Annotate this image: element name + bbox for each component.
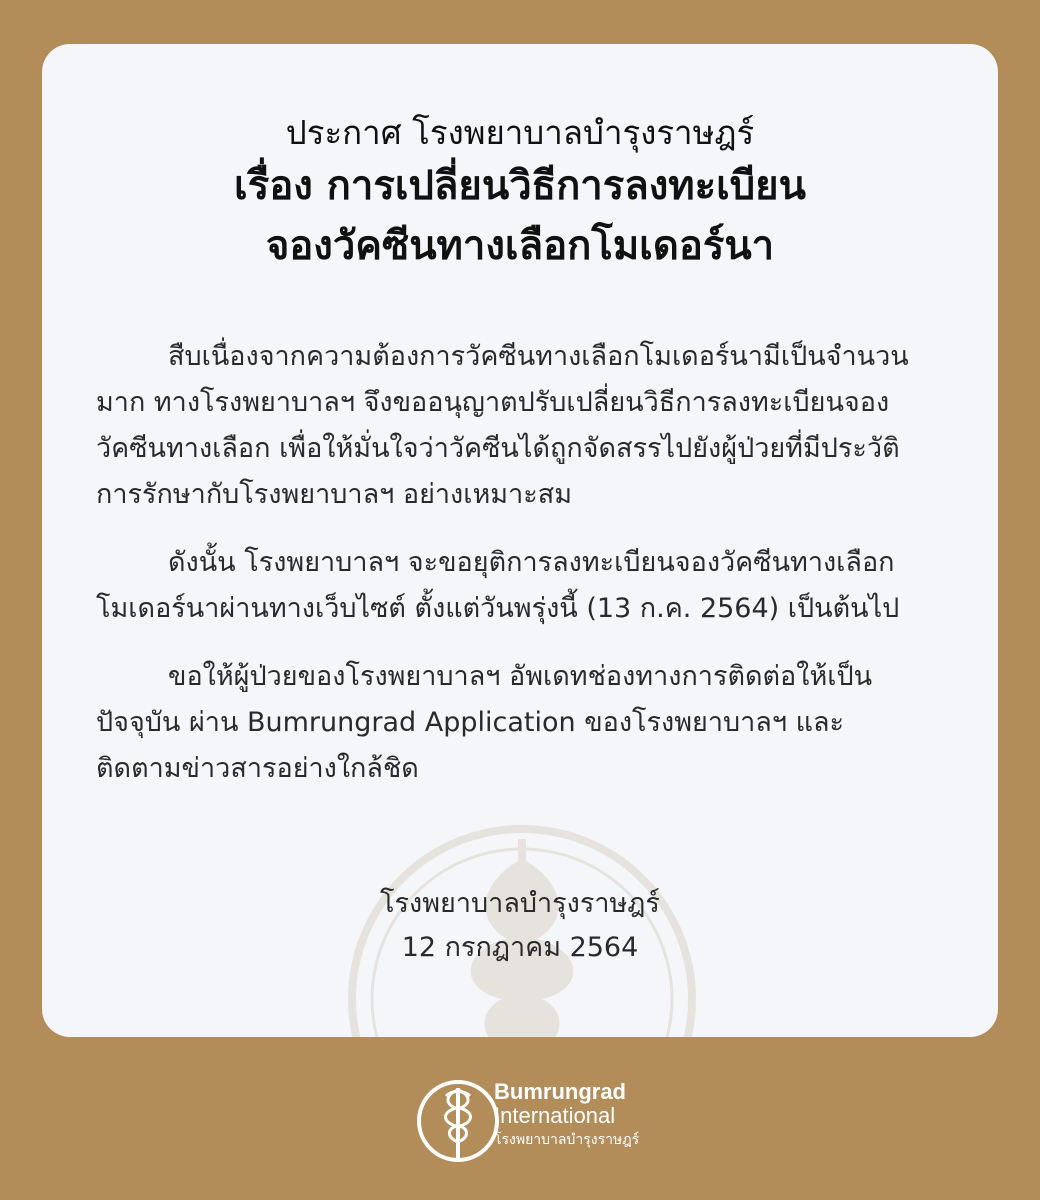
announcement-header — [42, 110, 998, 276]
paragraph-line: การรักษากับโรงพยาบาลฯ อย่างเหมาะสม — [96, 479, 573, 510]
signature-date: 12 กรกฎาคม 2564 — [401, 932, 639, 963]
announcement-card — [42, 44, 998, 1037]
logo-brand-subtitle: International — [494, 1103, 616, 1128]
paragraph-line: โมเดอร์นาผ่านทางเว็บไซต์ ตั้งแต่วันพรุ่งนี้ (13 ก.ค. 2564) เป็นต้นไป — [96, 593, 900, 624]
paragraph-line: ขอให้ผู้ป่วยของโรงพยาบาลฯ อัพเดทช่องทางการติดต่อให้เป็น — [168, 661, 873, 692]
announcement-subject-line2: จองวัคซีนทางเลือกโมเดอร์นา — [265, 223, 775, 269]
paragraph-line: มาก ทางโรงพยาบาลฯ จึงขออนุญาตปรับเปลี่ยนวิธีการลงทะเบียนจอง — [96, 387, 890, 418]
paragraph-2 — [96, 540, 944, 632]
paragraph-line: ติดตามข่าวสารอย่างใกล้ชิด — [96, 753, 419, 784]
paragraph-1 — [96, 334, 944, 518]
announcement-body — [96, 334, 944, 814]
paragraph-line: ปัจจุบัน ผ่าน Bumrungrad Application ของโรงพยาบาลฯ และ — [96, 707, 845, 738]
caduceus-icon — [416, 1076, 500, 1166]
paragraph-3 — [96, 654, 944, 792]
signature-org: โรงพยาบาลบำรุงราษฎร์ — [380, 888, 660, 919]
logo-text — [494, 1080, 639, 1150]
logo-brand-name: Bumrungrad — [494, 1079, 626, 1104]
bumrungrad-logo — [416, 1076, 656, 1168]
logo-brand-thai: โรงพยาบาลบำรุงราษฎร์ — [494, 1131, 640, 1147]
paragraph-line: สืบเนื่องจากความต้องการวัคซีนทางเลือกโมเดอร์นามีเป็นจำนวน — [168, 341, 909, 372]
paragraph-line: ดังนั้น โรงพยาบาลฯ จะขอยุติการลงทะเบียนจองวัคซีนทางเลือก — [168, 547, 895, 578]
paragraph-line: วัคซีนทางเลือก เพื่อให้มั่นใจว่าวัคซีนได้ถูกจัดสรรไปยังผู้ป่วยที่มีประวัติ — [96, 433, 900, 464]
announcement-heading: ประกาศ โรงพยาบาลบำรุงราษฎร์ — [285, 113, 755, 152]
announcement-subject-line1: เรื่อง การเปลี่ยนวิธีการลงทะเบียน — [234, 163, 806, 209]
signature-block — [42, 882, 998, 970]
